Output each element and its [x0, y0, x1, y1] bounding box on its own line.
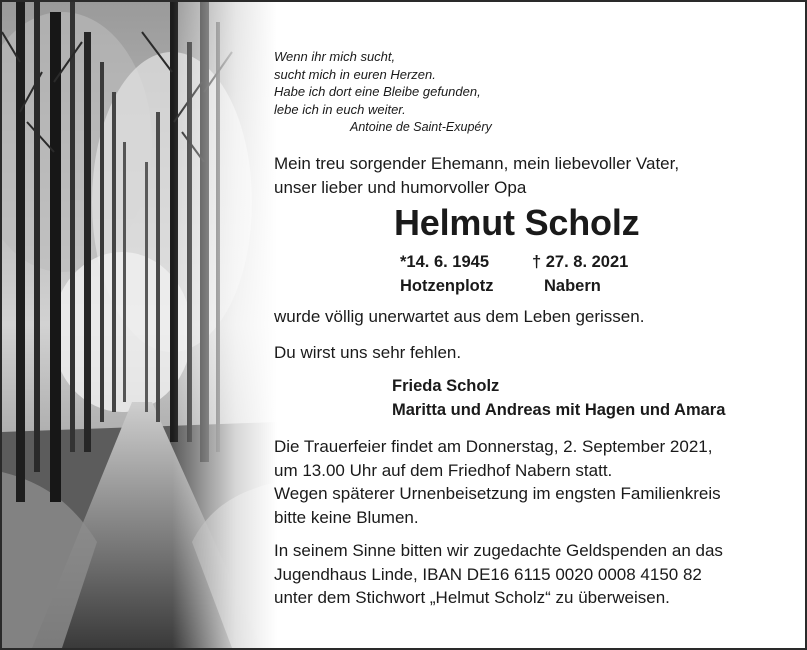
family-names — [392, 374, 725, 422]
birth-place: Hotzenplotz — [400, 277, 494, 295]
poem-line: lebe ich in euch weiter. — [274, 101, 406, 117]
family-member: Frieda Scholz — [392, 377, 500, 395]
donation-line: unter dem Stichwort „Helmut Scholz“ zu überweisen. — [274, 588, 670, 607]
intro-line: Mein treu sorgender Ehemann, mein liebevoller Vater, — [274, 154, 680, 173]
donation-line: Jugendhaus Linde, IBAN DE16 6115 0020 0008 4150 82 — [274, 564, 702, 584]
poem — [274, 48, 481, 118]
statement: wurde völlig unerwartet aus dem Leben gerissen. — [274, 307, 645, 326]
ceremony-info — [274, 435, 721, 529]
death-column — [532, 250, 628, 298]
poem-line: sucht mich in euren Herzen. — [274, 66, 436, 82]
ceremony-line: um 13.00 Uhr auf dem Friedhof Nabern statt. — [274, 460, 613, 480]
birth-column — [400, 250, 493, 298]
family-member: Maritta und Andreas mit Hagen und Amara — [392, 401, 726, 419]
farewell: Du wirst uns sehr fehlen. — [274, 343, 462, 362]
deceased-name: Helmut Scholz — [394, 202, 640, 243]
intro-text — [274, 152, 679, 200]
ceremony-line: bitte keine Blumen. — [274, 507, 419, 527]
forest-path-photo — [2, 2, 277, 648]
poem-line: Wenn ihr mich sucht, — [274, 49, 396, 64]
notice-text — [274, 2, 794, 648]
death-place: Nabern — [544, 277, 601, 295]
ceremony-line: Wegen späterer Urnenbeisetzung im engsten Familienkreis — [274, 484, 721, 503]
intro-line: unser lieber und humorvoller Opa — [274, 178, 527, 197]
donation-info — [274, 539, 723, 610]
poem-author: Antoine de Saint-Exupéry — [350, 120, 492, 134]
ceremony-line: Die Trauerfeier findet am Donnerstag, 2. September 2021, — [274, 437, 713, 456]
birth-date: *14. 6. 1945 — [400, 253, 489, 271]
donation-line: In seinem Sinne bitten wir zugedachte Geldspenden an das — [274, 541, 723, 560]
death-date: † 27. 8. 2021 — [532, 253, 629, 271]
poem-line: Habe ich dort eine Bleibe gefunden, — [274, 84, 481, 100]
